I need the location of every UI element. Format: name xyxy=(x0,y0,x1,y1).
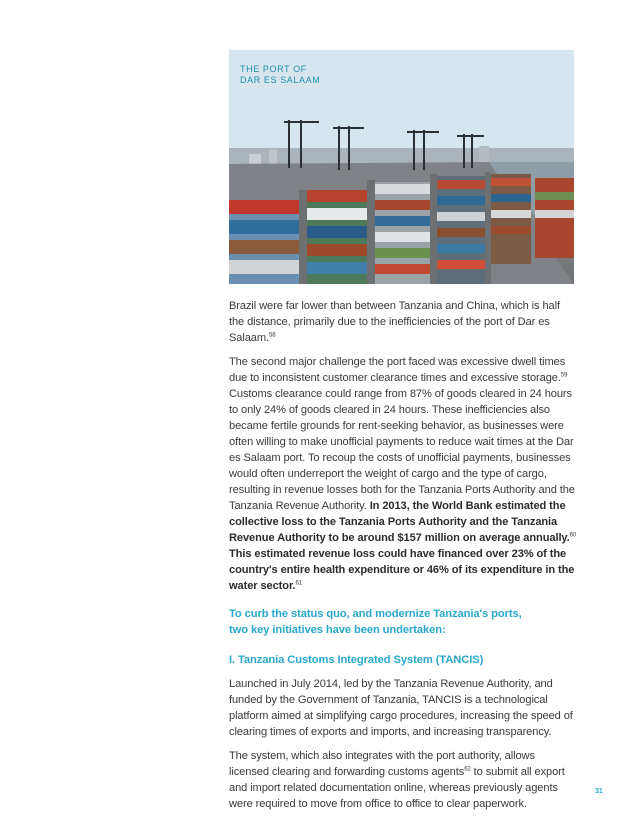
footnote-ref: 59 xyxy=(560,372,568,379)
paragraph-1-text: Brazil were far lower than between Tanzania and China, which is half the distance, primarily due to the inefficiencies of the port of Dar es Salaam. xyxy=(229,300,560,344)
paragraph-2 xyxy=(229,354,577,594)
caption-line-1: THE PORT OF xyxy=(240,64,307,74)
footnote-ref: 62 xyxy=(464,766,471,773)
initiatives-intro xyxy=(229,606,577,638)
paragraph-2-bold: In 2013, the World Bank estimated the collective loss to the Tanzania Ports Authority and the Tanzania Revenue Authority to be around $157 million on average annually. xyxy=(229,500,570,544)
paragraph-4 xyxy=(229,748,577,812)
paragraph-3: Launched in July 2014, led by the Tanzania Revenue Authority, and funded by the Government of Tanzania, TANCIS is a technological platform aimed at simplifying cargo procedures, increasing the speed of clearing times of exports and imports, and increasing transparency. xyxy=(229,678,573,738)
paragraph-1 xyxy=(229,298,577,346)
footnote-ref: 58 xyxy=(269,332,276,339)
initiatives-intro-line-2: two key initiatives have been undertaken: xyxy=(229,624,446,636)
section-heading: I. Tanzania Customs Integrated System (TANCIS) xyxy=(229,654,484,666)
paragraph-4-text-cont: to submit all export and import related documentation online, whereas previously agents were required to move from office to office to clear paperwork. xyxy=(229,766,565,810)
paragraph-4-text: The system, which also integrates with the port authority, allows licensed clearing and forwarding customs agents xyxy=(229,750,535,778)
body-text xyxy=(229,298,577,820)
page-number: 31 xyxy=(595,788,603,795)
paragraph-2-bold-cont: This estimated revenue loss could have financed over 23% of the country's entire health expenditure or 46% of its expenditure in the water sector. xyxy=(229,548,575,592)
paragraph-2-text: The second major challenge the port faced was excessive dwell times due to inconsistent customer clearance times and excessive storage. xyxy=(229,356,566,384)
caption-line-2: DAR ES SALAAM xyxy=(240,75,321,85)
initiatives-intro-line-1: To curb the status quo, and modernize Tanzania's ports, xyxy=(229,608,522,620)
footnote-ref: 60 xyxy=(569,532,577,539)
photo-caption xyxy=(240,64,320,86)
footnote-ref: 61 xyxy=(295,580,303,587)
paragraph-2-text-cont: Customs clearance could range from 87% of goods cleared in 24 hours to only 24% of goods cleared in 24 hours. These inefficiencies also became fertile grounds for rent-seeking behavior, as businesses were often willing to make unofficial payments to reduce wait times at the Dar es Salaam port. To recoup the costs of unofficial payments, businesses would often underreport the weight of cargo and the type of cargo, resulting in revenue losses both for the Tanzania Ports Authority and the Tanzania Revenue Authority. xyxy=(229,388,575,512)
